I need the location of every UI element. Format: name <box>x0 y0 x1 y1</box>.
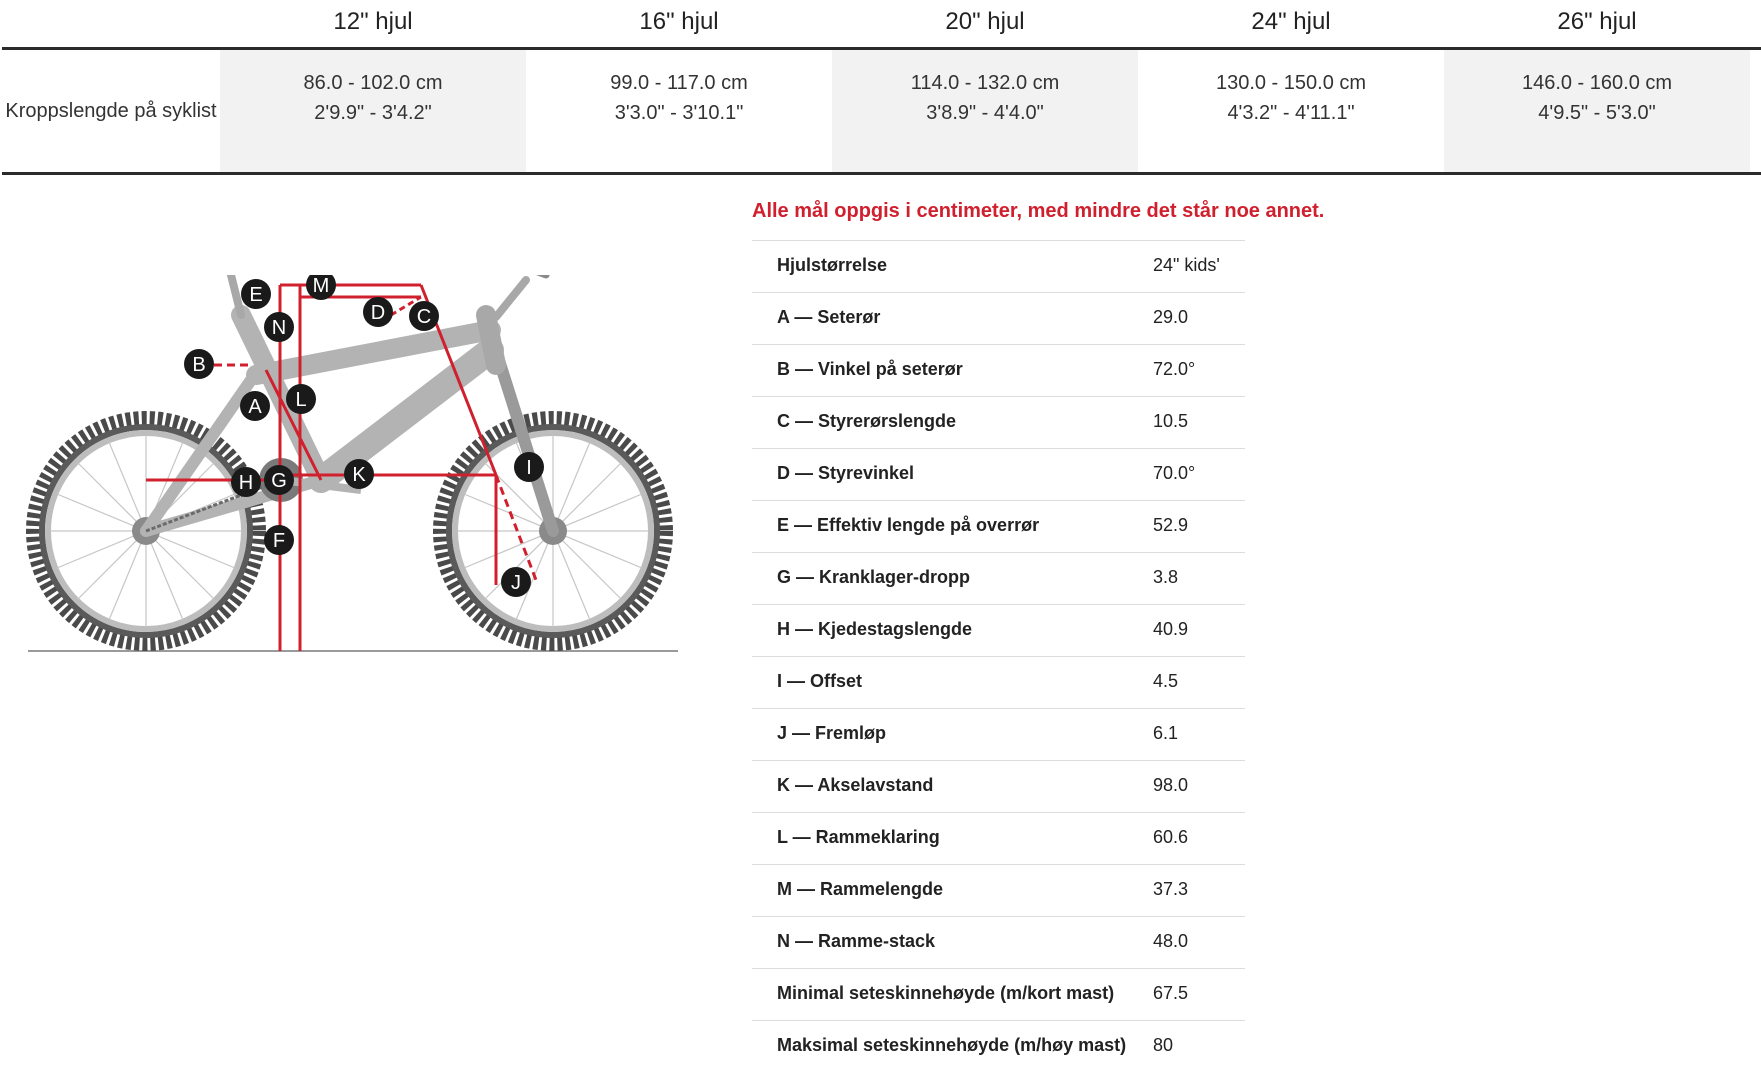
geometry-row <box>752 864 1245 916</box>
row-label-text: Kroppslengde på syklist <box>5 100 217 122</box>
geometry-row <box>752 552 1245 604</box>
badge-l <box>286 384 316 414</box>
geometry-label: I — Offset <box>777 671 863 691</box>
geometry-row <box>752 968 1245 1020</box>
geometry-value: 70.0° <box>1153 463 1196 483</box>
geometry-value: 60.6 <box>1153 827 1189 847</box>
svg-text:L: L <box>295 389 307 411</box>
geometry-value: 3.8 <box>1153 567 1179 587</box>
size-col-12: 12" hjul <box>333 8 413 35</box>
geometry-row <box>752 292 1245 344</box>
badge-i <box>514 452 544 482</box>
units-note: Alle mål oppgis i centimeter, med mindre det står noe annet. <box>752 200 1325 222</box>
geometry-row <box>752 396 1245 448</box>
geometry-row <box>752 604 1245 656</box>
geometry-label: G — Kranklager-dropp <box>777 567 971 587</box>
geometry-label: Minimal seteskinnehøyde (m/kort mast) <box>777 983 1115 1003</box>
cell-cm: 114.0 - 132.0 cm <box>910 72 1060 94</box>
size-col-26: 26" hjul <box>1557 8 1637 35</box>
svg-text:I: I <box>526 457 532 479</box>
size-table-header <box>2 0 1761 50</box>
badge-n <box>264 312 294 342</box>
geometry-row <box>752 760 1245 812</box>
size-cell-26 <box>1444 50 1750 172</box>
cell-ft: 2'9.9" - 3'4.2" <box>314 102 432 124</box>
geometry-row <box>752 500 1245 552</box>
size-col-24: 24" hjul <box>1251 8 1331 35</box>
geometry-label: N — Ramme-stack <box>777 931 936 951</box>
geometry-value: 37.3 <box>1153 879 1189 899</box>
cell-cm: 146.0 - 160.0 cm <box>1521 72 1673 94</box>
size-cell-12 <box>220 50 526 172</box>
size-col-16: 16" hjul <box>639 8 719 35</box>
geometry-label: E — Effektiv lengde på overrør <box>777 515 1040 535</box>
svg-text:K: K <box>352 464 366 486</box>
size-table-row <box>2 50 1761 175</box>
geometry-value: 48.0 <box>1153 931 1189 951</box>
badge-k <box>344 459 374 489</box>
svg-text:A: A <box>248 396 262 418</box>
geometry-value: 4.5 <box>1153 671 1179 691</box>
badge-c <box>409 301 439 331</box>
svg-text:J: J <box>511 572 521 594</box>
cell-ft: 4'3.2" - 4'11.1" <box>1227 102 1355 124</box>
cell-ft: 3'8.9" - 4'4.0" <box>926 102 1044 124</box>
size-col-20: 20" hjul <box>945 8 1025 35</box>
geometry-value: 80 <box>1153 1035 1174 1055</box>
geometry-label: K — Akselavstand <box>777 775 934 795</box>
geometry-value: 29.0 <box>1153 307 1189 327</box>
row-label-body-length <box>2 50 220 172</box>
geometry-value: 40.9 <box>1153 619 1189 639</box>
geometry-label: A — Seterør <box>777 307 881 327</box>
geometry-value: 24" kids' <box>1153 255 1220 275</box>
svg-text:F: F <box>272 530 286 552</box>
geometry-row <box>752 448 1245 500</box>
cell-ft: 4'9.5" - 5'3.0" <box>1538 102 1656 124</box>
geometry-label: D — Styrevinkel <box>777 463 915 483</box>
badge-g <box>264 465 294 495</box>
cell-ft: 3'3.0" - 3'10.1" <box>614 102 744 124</box>
cell-cm: 86.0 - 102.0 cm <box>303 72 443 94</box>
svg-text:H: H <box>238 472 254 494</box>
geometry-label: Maksimal seteskinnehøyde (m/høy mast) <box>777 1035 1127 1055</box>
geometry-row <box>752 916 1245 968</box>
geometry-value: 6.1 <box>1153 723 1179 743</box>
svg-text:E: E <box>249 284 263 306</box>
bike-frame <box>146 275 553 531</box>
badge-f <box>264 525 294 555</box>
geometry-label: M — Rammelengde <box>777 879 944 899</box>
geometry-row <box>752 656 1245 708</box>
svg-text:N: N <box>271 317 287 339</box>
bike-geometry-diagram <box>26 275 686 675</box>
size-cell-16 <box>526 50 832 172</box>
svg-text:B: B <box>192 354 206 376</box>
geometry-table <box>752 240 1245 1072</box>
size-cell-24 <box>1138 50 1444 172</box>
badge-e <box>241 279 271 309</box>
badge-h <box>231 467 261 497</box>
geometry-row <box>752 812 1245 864</box>
geometry-value: 67.5 <box>1153 983 1189 1003</box>
cell-cm: 99.0 - 117.0 cm <box>610 72 748 94</box>
badge-d <box>363 297 393 327</box>
geometry-label: C — Styrerørslengde <box>777 411 957 431</box>
geometry-value: 10.5 <box>1153 411 1189 431</box>
geometry-label: Hjulstørrelse <box>777 255 888 275</box>
geometry-label: B — Vinkel på seterør <box>777 359 963 379</box>
geometry-row <box>752 1020 1245 1072</box>
geometry-value: 98.0 <box>1153 775 1189 795</box>
svg-text:M: M <box>312 275 330 297</box>
svg-text:C: C <box>416 306 432 328</box>
geometry-label: L — Rammeklaring <box>777 827 940 847</box>
geometry-row <box>752 708 1245 760</box>
geometry-value: 72.0° <box>1153 359 1196 379</box>
svg-text:D: D <box>370 302 386 324</box>
badge-j <box>501 567 531 597</box>
bike-illustration <box>26 275 686 675</box>
svg-text:G: G <box>271 470 287 492</box>
geometry-value: 52.9 <box>1153 515 1189 535</box>
badge-b <box>184 349 214 379</box>
size-cell-20 <box>832 50 1138 172</box>
geometry-row <box>752 344 1245 396</box>
badge-a <box>240 391 270 421</box>
geometry-row <box>752 240 1245 292</box>
geometry-label: J — Fremløp <box>777 723 887 743</box>
geometry-label: H — Kjedestagslengde <box>777 619 973 639</box>
cell-cm: 130.0 - 150.0 cm <box>1215 72 1367 94</box>
